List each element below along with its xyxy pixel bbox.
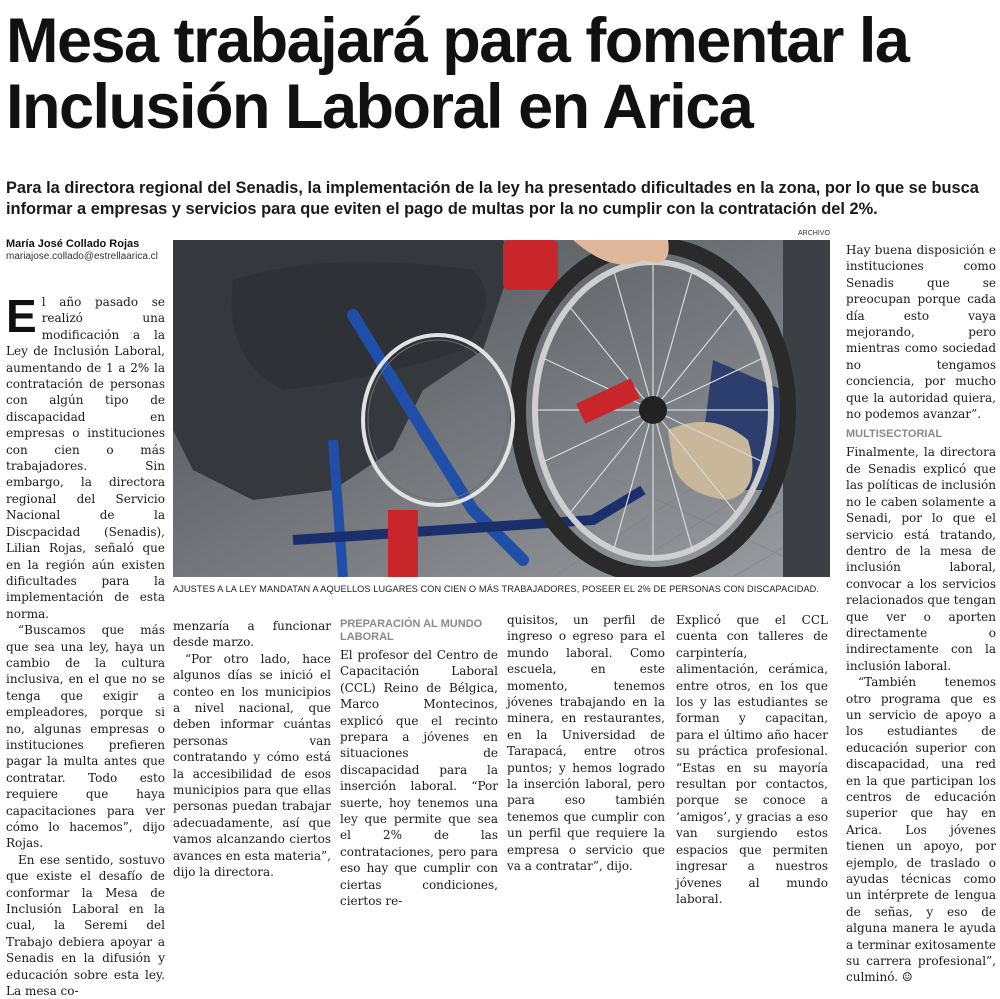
paragraph: Finalmente, la directora de Senadis explicó que las políticas de inclusión no le caben solamente a Senadi, por lo que el servicio está tratando, dentro de la mesa de inclusión laboral, convocar a los servicios relacionados que tengan que ver o aporten directamente o indirectamente con la inclusión laboral.	[846, 445, 996, 673]
headline-line-2: Inclusión Laboral en Arica	[6, 72, 753, 142]
article-column-5	[676, 612, 828, 907]
article-photo	[173, 240, 830, 577]
drop-cap: E	[6, 290, 37, 342]
article-column-1	[6, 290, 165, 999]
paragraph: quisitos, un perfil de ingreso o egreso para el mundo laboral. Como escuela, en este momento, tenemos jóvenes trabajando en la minera, en restaurantes, en la Universidad de Tarapacá, entre otros puntos; y hemos logrado la inserción laboral, pero para eso también tenemos que cumplir con un perfil que requiere la empresa o servicio que va a contratar”, dijo.	[507, 613, 665, 874]
section-heading: PREPARACIÓN AL MUNDO LABORAL	[340, 618, 483, 643]
wheel	[518, 245, 788, 575]
end-mark-icon: ☺	[901, 970, 913, 985]
photo-credit: ARCHIVO	[798, 230, 830, 237]
paragraph: Hay buena disposición e instituciones como Senadis que se preocupan porque cada día esto vaya mejorando, pero mientras como sociedad no tengamos conciencia, por mucho que la autoridad quiera, no podemos avanzar”.	[846, 243, 996, 422]
headline-line-1: Mesa trabajará para fomentar la	[6, 6, 909, 76]
article-column-3	[340, 612, 498, 910]
wheelchair-illustration	[173, 240, 830, 577]
article-column-2	[173, 618, 331, 881]
paragraph: “Buscamos que más que sea una ley, haya un cambio de la cultura inclusiva, en el que no se tenga que exigir a empleadores, porque si no, algunas empresas o instituciones prefieren pagar la multa antes que contratar. Todo esto requiere que haya capacitaciones para ver cómo lo hacemos”, dijo Rojas.	[6, 623, 165, 851]
headline	[6, 8, 996, 140]
paragraph: “Por otro lado, hace algunos días se inició el conteo en los municipios a nivel nacional, que deben informar cuántas personas van contratando y cómo está la accesibilidad de esos municipios para que ellas personas puedan trabajar adecuadamente, así que vamos alcanzando ciertos avances en esta materia”, dijo la directora.	[173, 651, 331, 880]
photo-caption: AJUSTES A LA LEY MANDATAN A AQUELLOS LUGARES CON CIEN O MÁS TRABAJADORES, POSEER EL 2% DE PERSONAS CON DISCAPACIDAD.	[173, 584, 820, 594]
author-email: mariajose.collado@estrellaarica.cl	[6, 251, 158, 262]
section-heading: MULTISECTORIAL	[846, 428, 943, 441]
paragraph: El año pasado se realizó una modificación a la Ley de Inclusión Laboral, aumentando de 1 a 2% la contratación de personas con algún tipo de discapacidad en empresas o instituciones con cien o más trabajadores. Sin embargo, la directora regional del Servicio Nacional de la Discpacidad (Senadis), Lilian Rojas, señaló que en la región aún existen dificultades para la implementación de esta norma.	[6, 290, 165, 621]
article-column-6	[846, 242, 996, 986]
byline	[6, 238, 171, 263]
paragraph: menzaría a funcionar desde marzo.	[173, 619, 331, 650]
red-clamp	[388, 510, 418, 577]
paragraph: “También tenemos otro programa que es un servicio de apoyo a los estudiantes de educación superior con discapacidad, una red en la que participan los centros de educación superior que hay en Arica. Los jóvenes tienen un apoyo, por ejemplo, de traslado o ayudas técnicas como un intérprete de lengua de señas, y eso de alguna manera le ayuda a terminar exitosamente su carrera profesional”, culminó. ☺	[846, 675, 996, 985]
article-column-4	[507, 612, 665, 875]
subheadline: Para la directora regional del Senadis, la implementación de la ley ha presentado dificultades en la zona, por lo que se busca informar a empresas y servicios para que eviten el pago de multas por la no cumplir con la contratación del 2%.	[6, 179, 979, 218]
author-name: María José Collado Rojas	[6, 238, 140, 250]
paragraph: Explicó que el CCL cuenta con talleres de carpintería, alimentación, cerámica, entre otros, en los que los y las estudiantes se forman y capacitan, para el último año hacer su práctica profesional. “Estas en su mayoría resultan por contactos, porque se conoce a ‘amigos’, y gracias a eso van surgiendo estos espacios que permiten ingresar a nuestros jóvenes al mundo laboral.	[676, 613, 828, 906]
paragraph: En ese sentido, sostuvo que existe el desafío de conformar la Mesa de Inclusión Laboral en la cual, la Seremi del Trabajo debiera apoyar a Senadis en la difusión y educación sobre esta ley. La mesa co-	[6, 852, 165, 999]
paragraph: El profesor del Centro de Capacitación Laboral (CCL) Reino de Bélgica, Marco Montecinos, explicó que el recinto prepara a jóvenes en situaciones de discapacidad para la inserción laboral. “Por suerte, hoy tenemos una ley que permite que sea el 2% de las contrataciones, pero para eso hay que cumplir con ciertas condiciones, ciertos re-	[340, 648, 498, 909]
red-backrest	[503, 240, 558, 290]
